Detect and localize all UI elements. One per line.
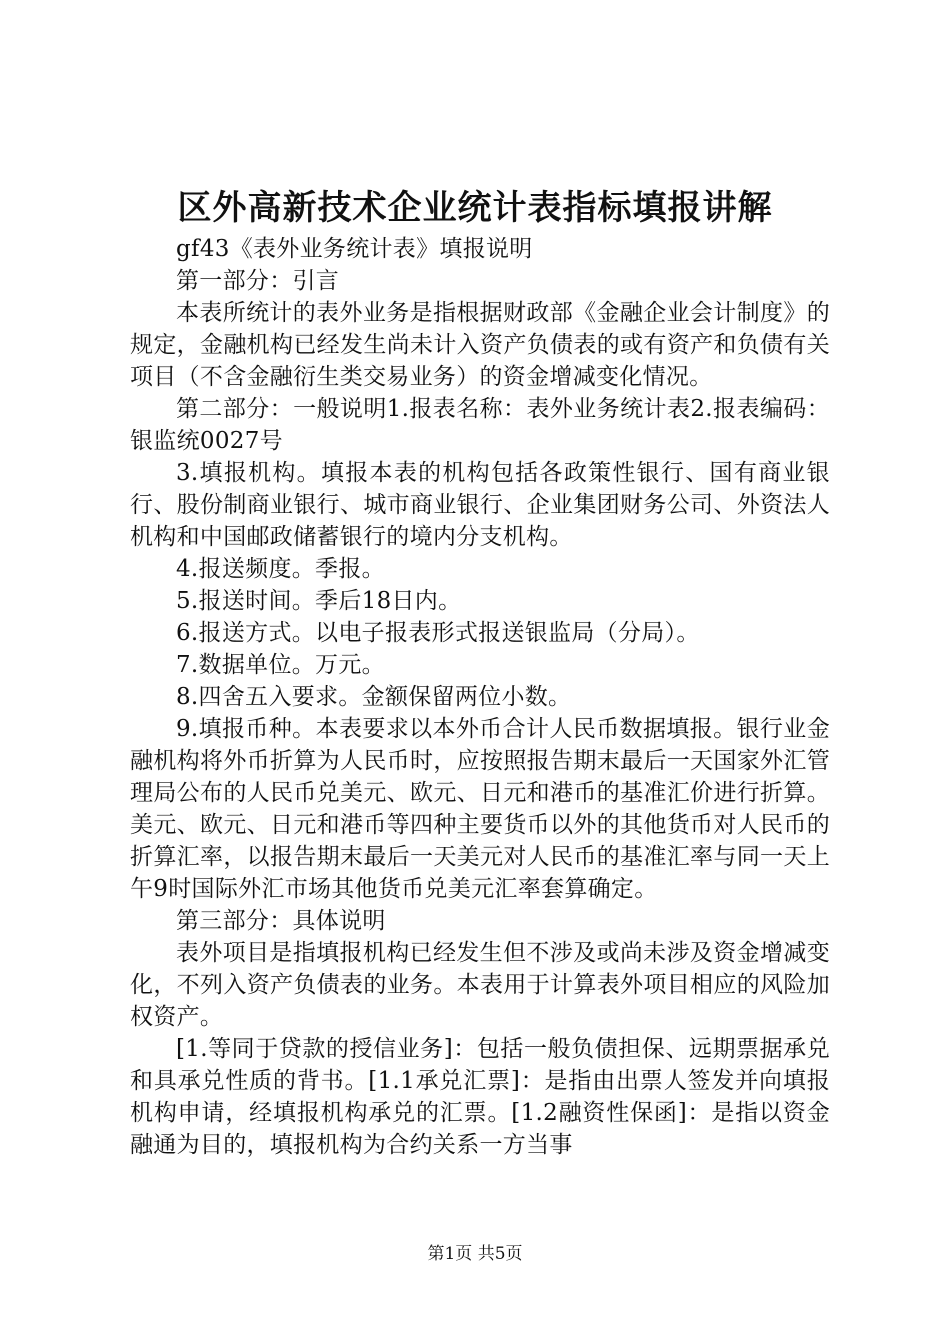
paragraph-reporting-frequency: 4.报送频度。季报。 (176, 556, 385, 582)
paragraph-part-one-heading: 第一部分：引言 (176, 268, 340, 294)
paragraph-rounding: 8.四舍五入要求。金额保留两位小数。 (176, 684, 572, 710)
document-body (130, 233, 830, 1161)
paragraph-currency: 9.填报币种。本表要求以本外币合计人民币数据填报。银行业金融机构将外币折算为人民币时，应按照报告期末最后一天国家外汇管理局公布的人民币兑美元、欧元、日元和港币的基准汇价进行折算。美元、欧元、日元和港币等四种主要货币以外的其他货币对人民币的折算汇率，以报告期末最后一天美元对人民币的基准汇率与同一天上午9时国际外汇市场其他货币兑美元汇率套算确定。 (130, 716, 830, 902)
paragraph-reporting-institutions: 3.填报机构。填报本表的机构包括各政策性银行、国有商业银行、股份制商业银行、城市商业银行、企业集团财务公司、外资法人机构和中国邮政储蓄银行的境内分支机构。 (130, 460, 830, 550)
paragraph-introduction: 本表所统计的表外业务是指根据财政部《金融企业会计制度》的规定，金融机构已经发生尚未计入资产负债表的或有资产和负债有关项目（不含金融衍生类交易业务）的资金增减变化情况。 (130, 300, 830, 390)
paragraph-data-unit: 7.数据单位。万元。 (176, 652, 385, 678)
document-title: 区外高新技术企业统计表指标填报讲解 (177, 188, 773, 228)
paragraph-reporting-time: 5.报送时间。季后18日内。 (176, 588, 462, 614)
paragraph-subtitle: gf43《表外业务统计表》填报说明 (176, 236, 533, 262)
paragraph-part-two-general: 第二部分：一般说明1.报表名称：表外业务统计表2.报表编码：银监统0027号 (130, 396, 830, 454)
paragraph-credit-business: [1.等同于贷款的授信业务]：包括一般负债担保、远期票据承兑和具承兑性质的背书。[1.1承兑汇票]：是指由出票人签发并向填报机构申请，经填报机构承兑的汇票。[1.2融资性保函]：是指以资金融通为目的，填报机构为合约关系一方当事 (130, 1036, 830, 1158)
paragraph-part-three-heading: 第三部分：具体说明 (176, 908, 386, 934)
page-footer: 第1页 共5页 (427, 1244, 523, 1264)
paragraph-reporting-method: 6.报送方式。以电子报表形式报送银监局（分局）。 (176, 620, 700, 646)
paragraph-off-balance-definition: 表外项目是指填报机构已经发生但不涉及或尚未涉及资金增减变化，不列入资产负债表的业务。本表用于计算表外项目相应的风险加权资产。 (130, 940, 830, 1030)
